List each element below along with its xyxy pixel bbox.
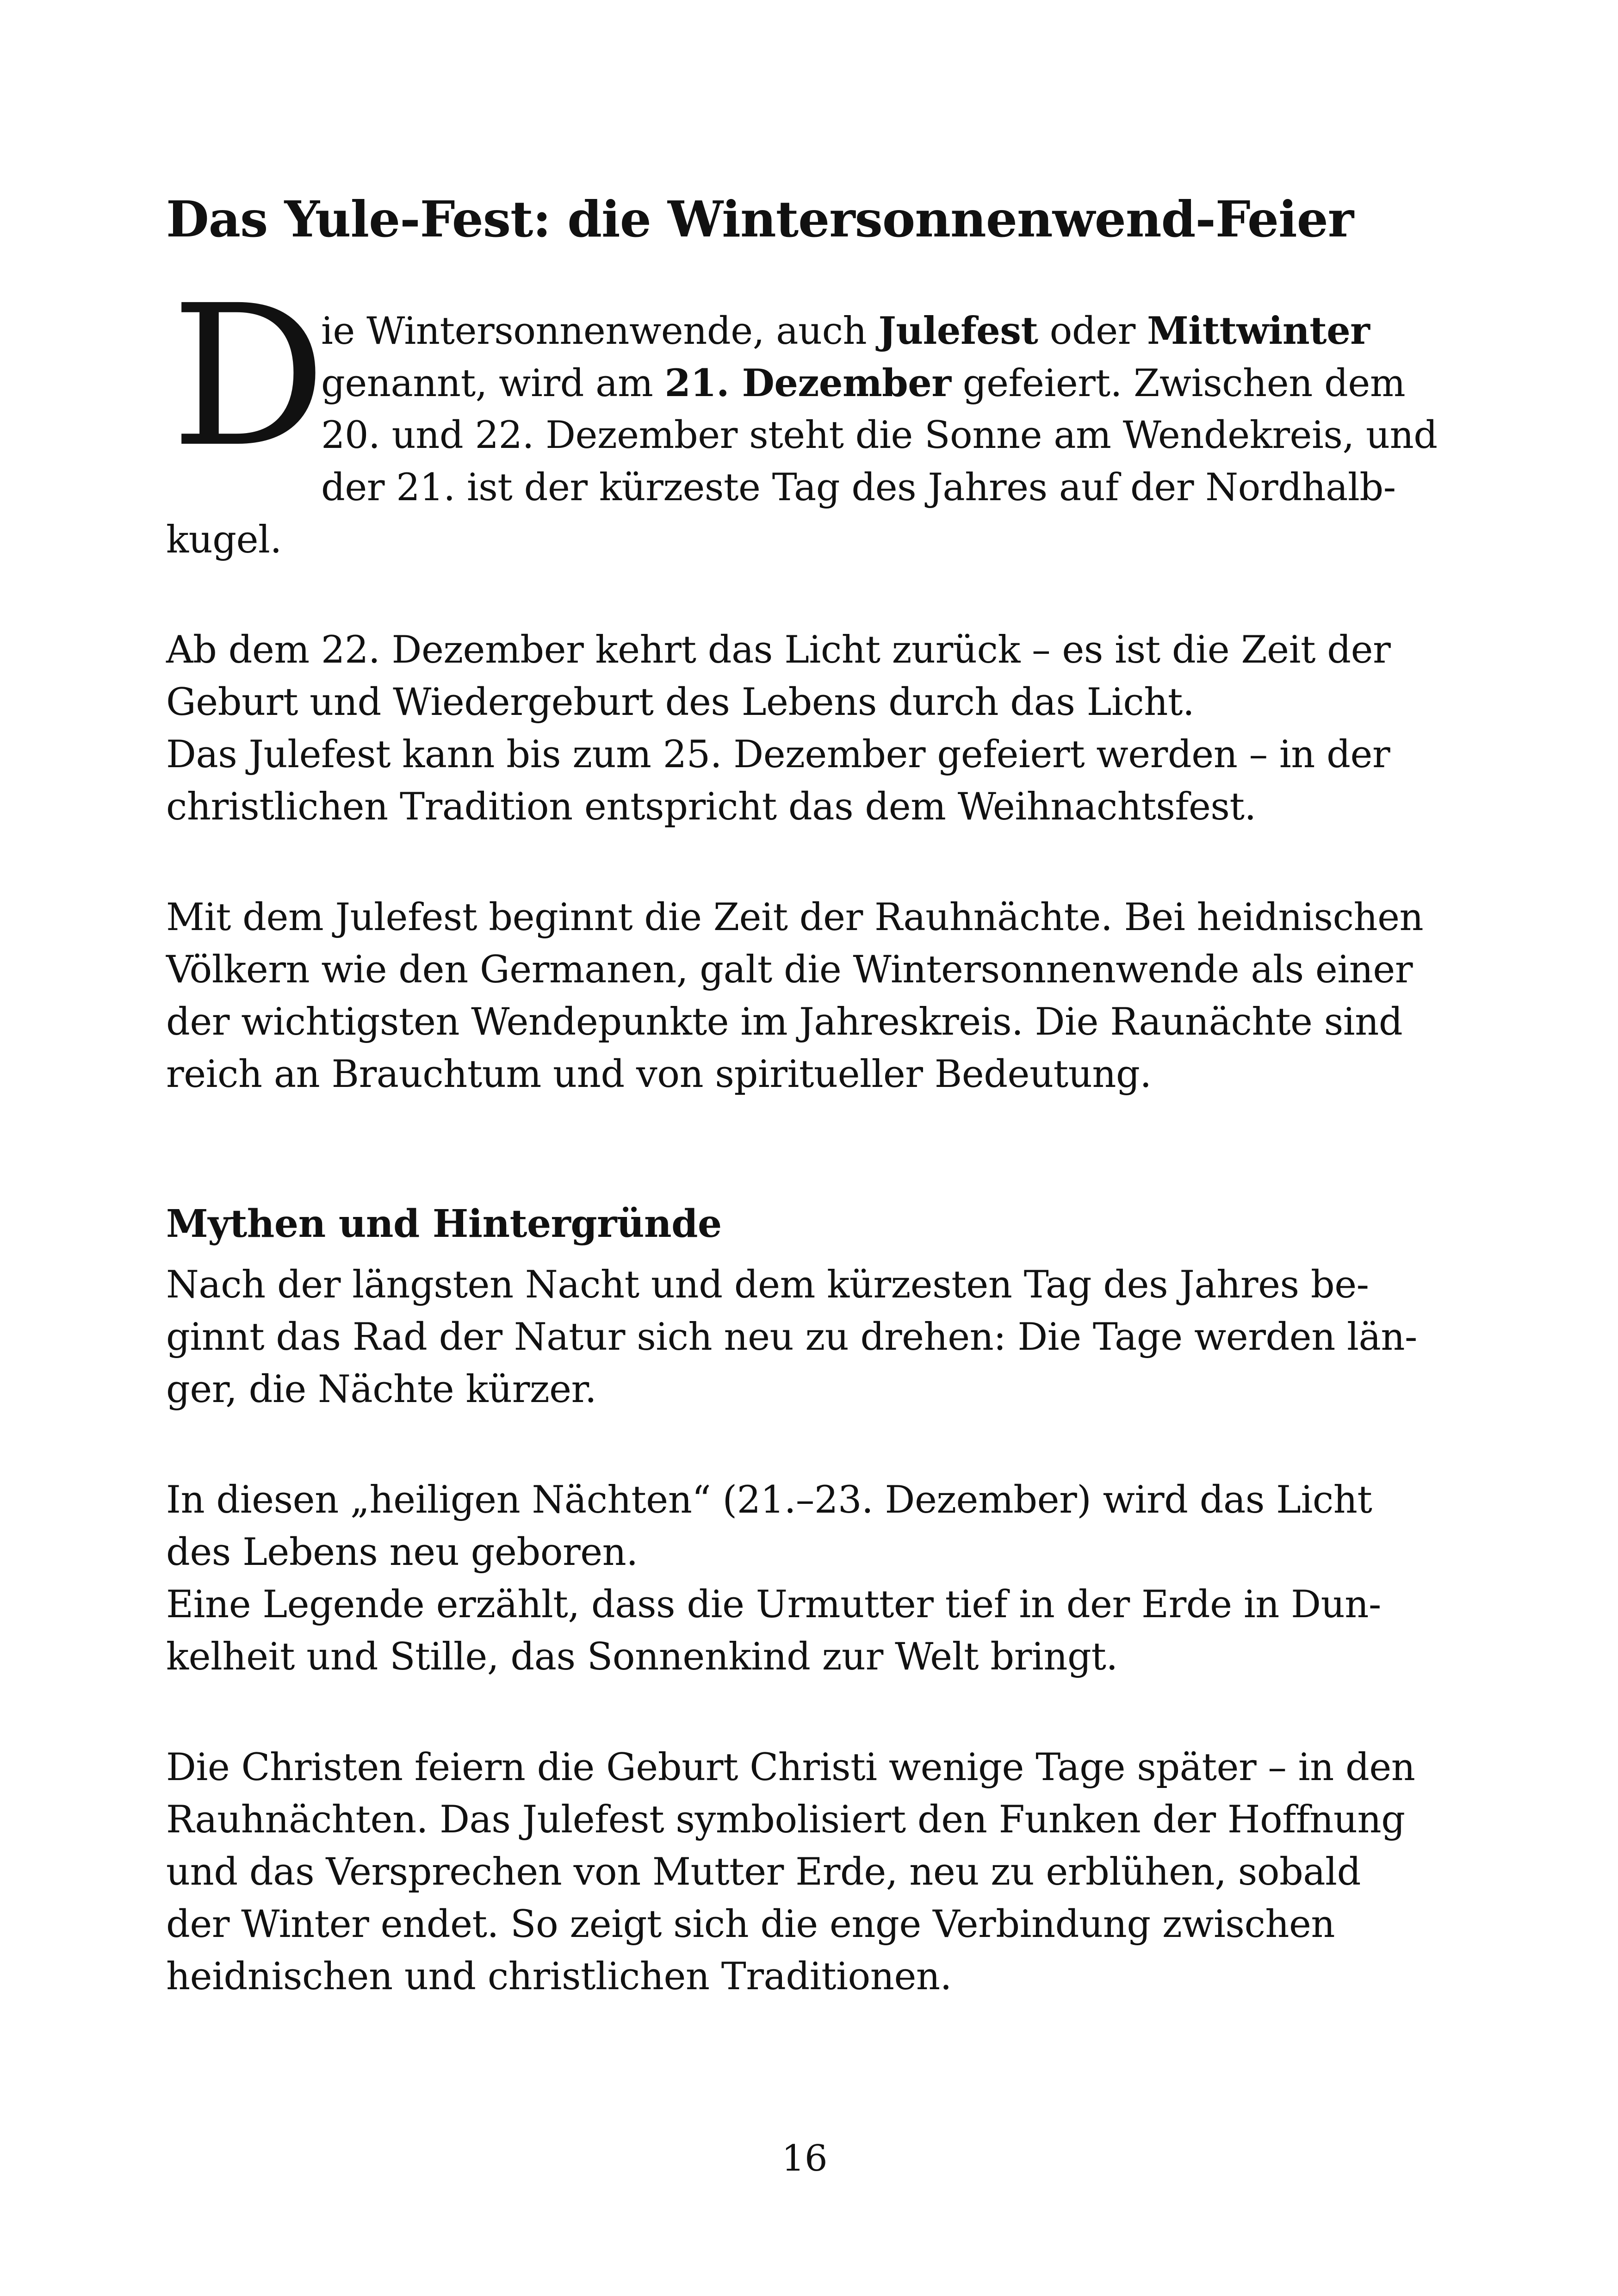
- bold-term-julefest: Julefest: [878, 309, 1038, 353]
- para3-line-1: Mit dem Julefest beginnt die Zeit der Rauhnächte. Bei heidnischen: [166, 896, 1424, 939]
- section-subheading: Mythen und Hintergründe: [166, 1202, 722, 1246]
- drop-cap-letter: D: [171, 264, 327, 490]
- bold-date: 21. Dezember: [664, 361, 951, 405]
- para6-line-1: Die Christen feiern die Geburt Christi wenige Tage später – in den: [166, 1746, 1415, 1789]
- intro-text: oder: [1038, 310, 1147, 353]
- intro-text: genannt, wird am: [321, 362, 665, 405]
- para4-line-2: ginnt das Rad der Natur sich neu zu drehen: Die Tage werden län-: [166, 1316, 1417, 1359]
- bold-term-mittwinter: Mittwinter: [1147, 309, 1370, 353]
- para6-line-4: der Winter endet. So zeigt sich die enge Verbindung zwischen: [166, 1903, 1335, 1946]
- intro-line-2: [321, 357, 1405, 410]
- para5-line-4: kelheit und Stille, das Sonnenkind zur Welt bringt.: [166, 1635, 1118, 1679]
- page-number: 16: [781, 2138, 828, 2179]
- para3-line-3: der wichtigsten Wendepunkte im Jahreskreis. Die Raunächte sind: [166, 1000, 1403, 1044]
- para5-line-3: Eine Legende erzählt, dass die Urmutter tief in der Erde in Dun-: [166, 1583, 1381, 1626]
- para5-line-1: In diesen „heiligen Nächten“ (21.–23. Dezember) wird das Licht: [166, 1478, 1372, 1522]
- intro-text: gefeiert. Zwischen dem: [951, 362, 1406, 405]
- page-title: Das Yule-Fest: die Wintersonnenwend-Feier: [166, 191, 1354, 248]
- para6-line-5: heidnischen und christlichen Traditionen.: [166, 1955, 952, 1998]
- para5-line-2: des Lebens neu geboren.: [166, 1531, 638, 1574]
- document-page: [166, 0, 1443, 2296]
- para2-line-1: Ab dem 22. Dezember kehrt das Licht zurück – es ist die Zeit der: [166, 628, 1391, 672]
- para6-line-3: und das Versprechen von Mutter Erde, neu zu erblühen, sobald: [166, 1850, 1361, 1894]
- para6-line-2: Rauhnächten. Das Julefest symbolisiert den Funken der Hoffnung: [166, 1798, 1405, 1842]
- para2-line-4: christlichen Tradition entspricht das dem Weihnachtsfest.: [166, 785, 1256, 829]
- para3-line-2: Völkern wie den Germanen, galt die Wintersonnenwende als einer: [166, 948, 1413, 992]
- intro-line-3: 20. und 22. Dezember steht die Sonne am Wendekreis, und: [321, 414, 1438, 457]
- intro-line-4: der 21. ist der kürzeste Tag des Jahres auf der Nordhalb-: [321, 466, 1396, 509]
- para2-line-2: Geburt und Wiedergeburt des Lebens durch das Licht.: [166, 681, 1195, 724]
- para4-line-1: Nach der längsten Nacht und dem kürzesten Tag des Jahres be-: [166, 1263, 1369, 1307]
- intro-line-1: [321, 304, 1370, 358]
- intro-line-5: kugel.: [166, 518, 282, 562]
- para3-line-4: reich an Brauchtum und von spiritueller Bedeutung.: [166, 1053, 1152, 1096]
- para4-line-3: ger, die Nächte kürzer.: [166, 1368, 597, 1411]
- para2-line-3: Das Julefest kann bis zum 25. Dezember gefeiert werden – in der: [166, 733, 1390, 776]
- intro-text: ie Wintersonnenwende, auch: [321, 310, 879, 353]
